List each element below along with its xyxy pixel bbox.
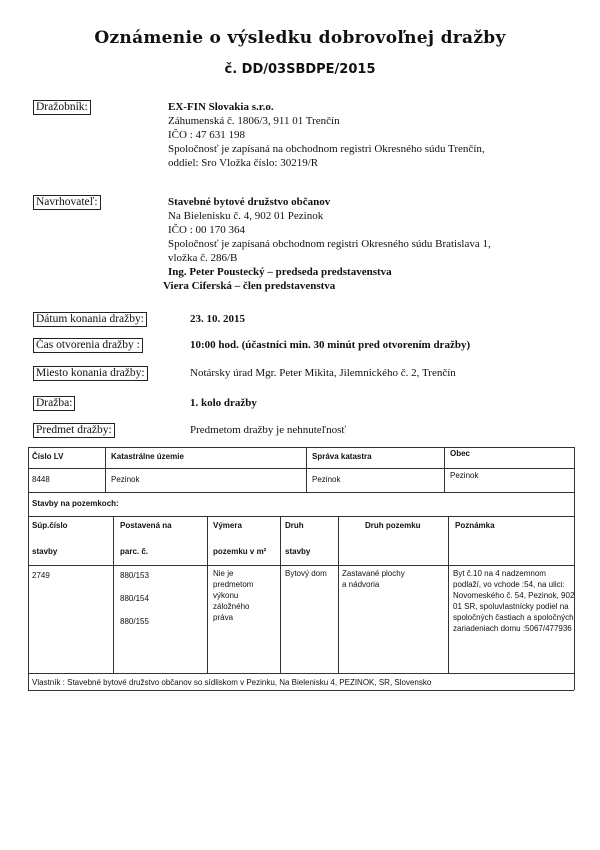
header-kat-uzemie: Katastrálne územie [111,452,184,461]
stavby-header: Stavby na pozemkoch: [32,499,119,508]
table-rule [306,447,307,492]
table-rule [28,447,29,690]
navrhovatel-line: Na Bielenisku č. 4, 902 01 Pezinok [168,210,324,222]
datum-value: 23. 10. 2015 [190,313,245,325]
table-rule [448,516,449,673]
datum-label: Dátum konania dražby: [33,312,147,327]
table-rule [207,516,208,673]
document-title: Oznámenie o výsledku dobrovoľnej dražby [94,28,506,48]
drazba-value: 1. kolo dražby [190,397,257,409]
cell-vymera: práva [213,613,234,622]
vlastnik-line: Vlastník : Stavebné bytové družstvo občanov so sídliskom v Pezinku, Na Bielenisku 4, PEZINOK, SR, Slovensko [32,678,432,687]
cas-value: 10:00 hod. (účastníci min. 30 minút pred otvorením dražby) [190,339,471,351]
header-cislo-lv: Číslo LV [32,452,64,461]
predmet-label: Predmet dražby: [33,423,115,438]
navrhovatel-line: vložka č. 286/B [168,252,238,264]
table-rule [280,516,281,673]
navrhovatel-line: Stavebné bytové družstvo občanov [168,196,331,208]
table-rule [113,516,114,673]
header-druh-stavby: stavby [285,547,311,556]
table-rule [28,565,574,566]
predmet-value: Predmetom dražby je nehnuteľnosť [190,424,347,436]
header-sup-cislo: Súp.číslo [32,521,68,530]
miesto-label: Miesto konania dražby: [33,366,148,381]
cell-poznamka: Novomeského č. 54, Pezinok, 902 [453,591,575,600]
cell-druh-pozemku: Zastavané plochy [342,569,405,578]
cell-poznamka: spoločných častiach a spoločných [453,613,574,622]
navrhovatel-label: Navrhovateľ: [33,195,101,210]
cell-poznamka: Byt č.10 na 4 nadzemnom [453,569,546,578]
cell-druh-pozemku: a nádvoria [342,580,380,589]
cas-label: Čas otvorenia dražby : [33,338,143,353]
cell-poznamka: podlaží, vo vchode :54, na ulici: [453,580,565,589]
header-poznamka: Poznámka [455,521,495,530]
cell-parc: 880/154 [120,594,149,603]
header-vymera-m2: pozemku v m² [213,547,267,556]
cell-parc: 880/153 [120,571,149,580]
value-kat-uzemie: Pezinok [111,475,140,484]
navrhovatel-line: IČO : 00 170 364 [168,224,245,236]
cell-poznamka: 01 SR, spoluvlastnícky podiel na [453,602,569,611]
cell-vymera: výkonu [213,591,239,600]
header-vymera: Výmera [213,521,242,530]
navrhovatel-line: Spoločnosť je zapísaná obchodnom registri Okresného súdu Bratislava 1, [168,238,491,250]
table-rule [444,447,445,492]
header-postavena: Postavená na [120,521,172,530]
drazobnik-line: Záhumenská č. 1806/3, 911 01 Trenčín [168,115,340,127]
drazobnik-line: IČO : 47 631 198 [168,129,245,141]
header-obec: Obec [450,449,471,458]
drazobnik-line: oddiel: Sro Vložka číslo: 30219/R [168,157,319,169]
navrhovatel-line: Viera Ciferská – člen predstavenstva [163,280,336,292]
table-rule [574,447,575,690]
table-rule [338,516,339,673]
table-rule [28,468,574,469]
table-rule [28,492,574,493]
table-rule [28,690,574,691]
table-rule [28,673,574,674]
drazobnik-label: Dražobník: [33,100,91,115]
navrhovatel-line: Ing. Peter Poustecký – predseda predstavenstva [168,266,392,278]
value-sprava-katastra: Pezinok [312,475,341,484]
header-sup-stavby: stavby [32,547,58,556]
cell-druh-stavby: Bytový dom [285,569,327,578]
drazobnik-line: Spoločnosť je zapísaná na obchodnom registri Okresného súdu Trenčín, [168,143,485,155]
value-cislo-lv: 8448 [32,475,50,484]
cell-sup-cislo: 2749 [32,571,50,580]
table-rule [28,447,574,448]
cell-vymera: Nie je [213,569,234,578]
cell-vymera: predmetom [213,580,254,589]
cell-poznamka: zariadeniach domu :5067/477936 [453,624,572,633]
cell-parc: 880/155 [120,617,149,626]
header-parc: parc. č. [120,547,149,556]
value-obec: Pezinok [450,471,479,480]
header-druh-pozemku: Druh pozemku [365,521,421,530]
table-rule [105,447,106,492]
header-druh: Druh [285,521,304,530]
drazba-label: Dražba: [33,396,75,411]
document-number: č. DD/03SBDPE/2015 [224,62,376,77]
cell-vymera: záložného [213,602,250,611]
drazobnik-line: EX-FIN Slovakia s.r.o. [168,101,274,113]
header-sprava-katastra: Správa katastra [312,452,372,461]
table-rule [28,516,574,517]
miesto-value: Notársky úrad Mgr. Peter Mikita, Jilemnického č. 2, Trenčín [190,367,456,379]
